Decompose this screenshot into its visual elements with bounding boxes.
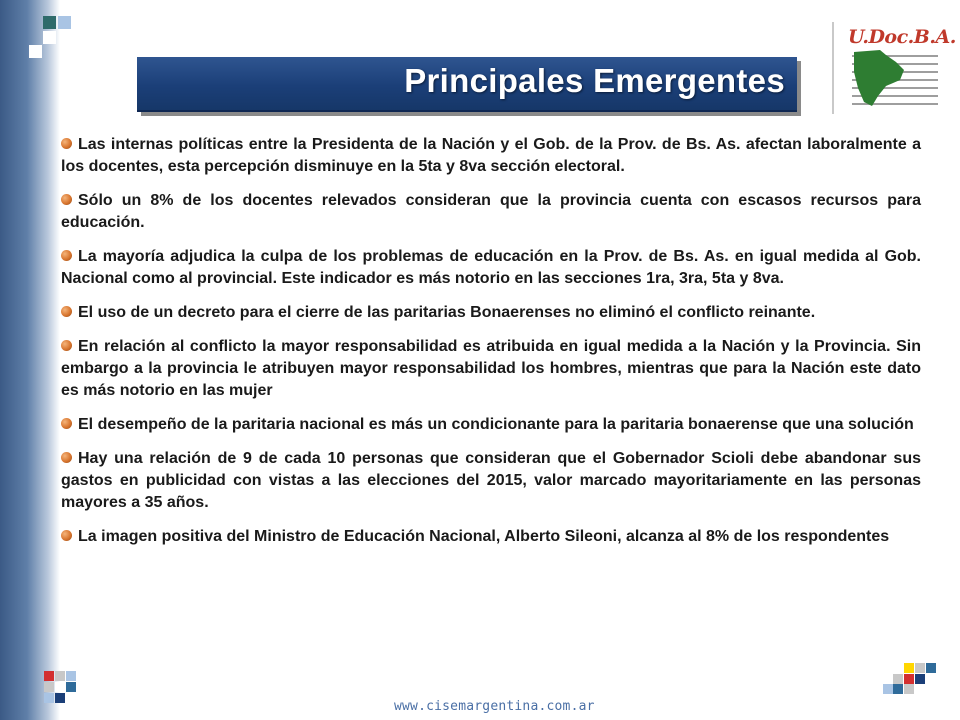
bullet-icon	[61, 138, 72, 149]
slide-title: Principales Emergentes	[404, 62, 785, 99]
bullet-icon	[61, 340, 72, 351]
bullet-icon	[61, 306, 72, 317]
province-map-icon	[834, 22, 940, 114]
bullet-icon	[61, 250, 72, 261]
list-item: Hay una relación de 9 de cada 10 personas que consideran que el Gobernador Scioli debe abandonar sus gastos en publicidad con vistas a las elecciones del 2015, valor marcado mayoritariamente en las personas mayores a 35 años.	[61, 450, 921, 511]
list-item: La imagen positiva del Ministro de Educación Nacional, Alberto Sileoni, alcanza al 8% de los respondentes	[61, 526, 921, 548]
bullet-icon	[61, 530, 72, 541]
logo-text: U.Doc.B.A.	[848, 26, 956, 48]
list-item: Sólo un 8% de los docentes relevados consideran que la provincia cuenta con escasos recursos para educación.	[61, 192, 921, 231]
bullet-icon	[61, 418, 72, 429]
list-item: Las internas políticas entre la Presidenta de la Nación y el Gob. de la Prov. de Bs. As. afectan laboralmente a los docentes, esta percepción disminuye en la 5ta y 8va sección electoral.	[61, 136, 921, 175]
list-item: El desempeño de la paritaria nacional es más un condicionante para la paritaria bonaerense que una solución	[61, 414, 921, 436]
bullet-icon	[61, 452, 72, 463]
list-item: La mayoría adjudica la culpa de los problemas de educación en la Prov. de Bs. As. en igual medida al Gob. Nacional como al provincial. Este indicador es más notorio en las secciones 1ra, 3ra, 5ta y 8va.	[61, 248, 921, 287]
bullet-icon	[61, 194, 72, 205]
footer-url[interactable]: www.cisemargentina.com.ar	[394, 699, 595, 714]
list-item: El uso de un decreto para el cierre de las paritarias Bonaerenses no eliminó el conflicto reinante.	[61, 302, 921, 324]
list-item: En relación al conflicto la mayor responsabilidad es atribuida en igual medida a la Nación y la Provincia. Sin embargo a la provincia le atribuyen mayor responsabilidad los hombres, mientras que para la Nación este dato es más notorio en las mujer	[61, 338, 921, 399]
title-bar	[137, 57, 797, 112]
udocba-logo	[832, 22, 956, 114]
bullet-list	[61, 134, 921, 560]
sidebar-gradient	[0, 0, 60, 720]
